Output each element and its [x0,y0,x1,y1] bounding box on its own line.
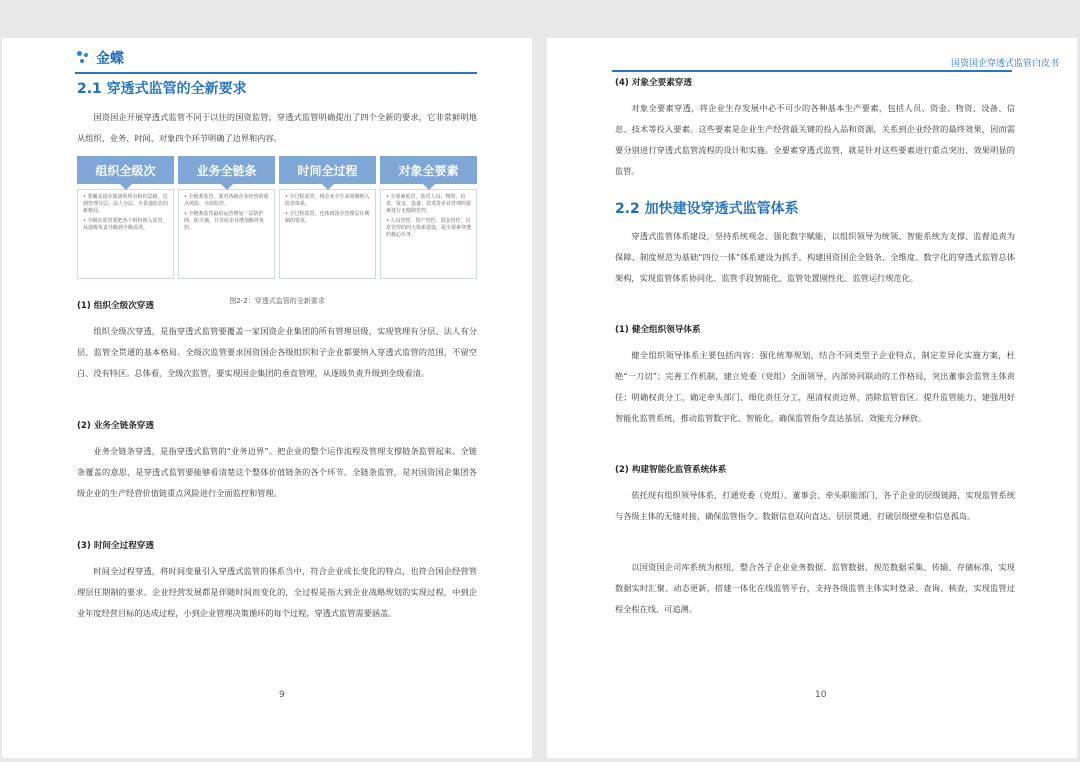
subsection-paragraph: 业务全链条穿透，是指穿透式监管的“业务边界”。把企业的整个运作流程及管理支撑链条监管起来。全链条覆盖的意思，是穿透式监管要能够看清楚这个整体价值链条的各个环节。全链条监管，是对国资国企集团各级企业的生产经营价值链重点风险进行全面监控和管理。 [77,446,477,498]
figure-column-title: 时间全过程 [279,156,376,184]
figure-column-body [178,189,275,279]
subsection-paragraph: 以国资国企司库系统为枢纽，整合各子企业业务数据、监管数据，规范数据采集、传输、存储标准，实现数据实时汇聚、动态更新，搭建一体化在线监管平台，支持各级监管主体实时登录、查询、核查，实现监管过程全程在线、可追溯。 [615,562,1015,614]
intro-paragraph: 国资国企开展穿透式监管不同于以往的国资监管，穿透式监管明确提出了四个全新的要求，它非常鲜明地从组织、业务、时间、对象四个环节明确了边界和内容。 [77,112,477,143]
header-title: 国资国企穿透式监管白皮书 [950,59,1059,69]
figure-caption: 图2-2：穿透式监管的全新要求 [229,297,325,305]
figure-point: • 全级次监管要把各个组织纳入监管，从逐级负责升级到全级看清。 [83,218,168,232]
page-number: 10 [815,690,827,700]
figure-column-title: 业务全链条 [178,156,275,184]
figure-point: • 要覆盖国企集团的所有组织层级，达到管理分层、法人分层、全贯通监管的新格局。 [83,194,168,215]
figure-column [380,156,477,284]
figure-column-title: 对象全要素 [380,156,477,184]
subsection-paragraph: 时间全过程穿透，将时间变量引入穿透式监管的体系当中，符合企业成长变化的特点，也符合国企经营管理层任期制的要求。企业经营发展都是伴随时间而变化的，全过程是指大到企业战略规划的实现过程，中到企业年度经营目标的达成过程，小到企业管理决策循环的每个过程，穿透式监管需要涵盖。 [77,566,477,618]
figure-column [279,156,376,284]
figure-column [77,156,174,284]
figure-point: • 全要素监管，监对人员、物资、信息、资金、设备、技术等企业管理的要素进行无缝隙管控。 [386,194,471,215]
section-heading: 2.1 穿透式监管的全新要求 [77,81,247,97]
subsection-title: (1) 健全组织领导体系 [615,325,701,335]
page-right [547,38,1077,758]
logo-mark-icon [77,51,93,65]
section-heading: 2.2 加快建设穿透式监管体系 [615,201,799,217]
figure-point: • 全链条监管，要对各级企业经营的重点风险、全面监控。 [184,194,269,208]
subsection-paragraph: 依托现有组织领导体系，打通党委（党组）、董事会、牵头职能部门、各子企业的层级链路，实现监管系统与各级主体的无缝对接，确保监管指令、数据信息双向直达、层层贯通，打破层级壁垒和信息孤岛。 [615,490,1015,521]
intro-paragraph: 穿透式监管体系建设，坚持系统观念、强化数字赋能，以组织领导为统领、智能系统为支撑、监督追责为保障、制度规范为基础“四位一体”体系建设为抓手，构建国资国企全链条、全维度、数字化的穿透式监管总体架构，实现监管体系协同化、监管手段智能化、监管处置刚性化、监管运行规范化。 [615,231,1015,283]
figure-point: • 全过程监管，将企业全生命周期纳入监管体系。 [285,194,370,208]
page-number: 9 [279,690,285,700]
subsection-paragraph: 组织全级次穿透，是指穿透式监管要覆盖一家国资企业集团的所有管理层级，实现管理有分层、法人有分层，监管全贯通的基本格局。全级次监管要求国资国企各级组织和子企业都要纳入穿透式监管的范围，不留空白、没有特区。总体看，全级次监管，要实现国企集团的垂直管理，从逐级负责升级到全级看清。 [77,326,477,378]
subsection-title: (4) 对象全要素穿透 [615,78,692,88]
figure-point: • 全链条监管最给运营增加一层防护网、防火墙，并非给企业增加额外负担。 [184,211,269,232]
figure-point: • 人员管控、资产管控、资金管控、信息管控的四大体系建设，是全要素穿透的核心任务。 [386,218,471,239]
figure-point: • 全过程监管，也体现国企管理层任期制的要求。 [285,211,370,225]
logo-text: 金蝶 [96,51,124,67]
header-rule [612,70,1012,72]
subsection-paragraph: 健全组织领导体系主要包括内容：强化统筹规划，结合不同类型子企业特点，制定差异化实施方案，杜绝“一刀切”；完善工作机制，建立党委（党组）全面领导、内部协同联动的工作格局，突出董事会监管主体责任；明确权责分工，确定牵头部门、细化责任分工，厘清权责边界，消除监管盲区。提升监管能力，建强用好智能化监管系统，推动监管数字化、智能化，确保监管指令直达基层、效能充分释放。 [615,350,1015,423]
subsection-title: (3) 时间全过程穿透 [77,541,154,551]
subsection-title: (2) 业务全链条穿透 [77,421,154,431]
figure-column-body [279,189,376,279]
figure-column-body [77,189,174,279]
page-left [2,38,532,758]
figure-column [178,156,275,284]
header-rule [75,72,477,74]
requirements-figure [77,156,477,314]
figure-column-body [380,189,477,279]
subsection-paragraph: 对象全要素穿透，将企业生存发展中必不可少的各种基本生产要素，包括人员、资金、物资、设备、信息、技术等投入要素。这些要素是企业生产经营最关键的投入品和资源，关系到企业经营的最终效果，因而需要分别进行穿透式监管流程的设计和实施。全要素穿透式监管，就是针对这些要素进行重点突出、效果明显的监管。 [615,103,1015,176]
subsection-title: (1) 组织全级次穿透 [77,301,154,311]
subsection-title: (2) 构建智能化监管系统体系 [615,465,727,475]
brand-logo [77,48,124,68]
figure-column-title: 组织全级次 [77,156,174,184]
